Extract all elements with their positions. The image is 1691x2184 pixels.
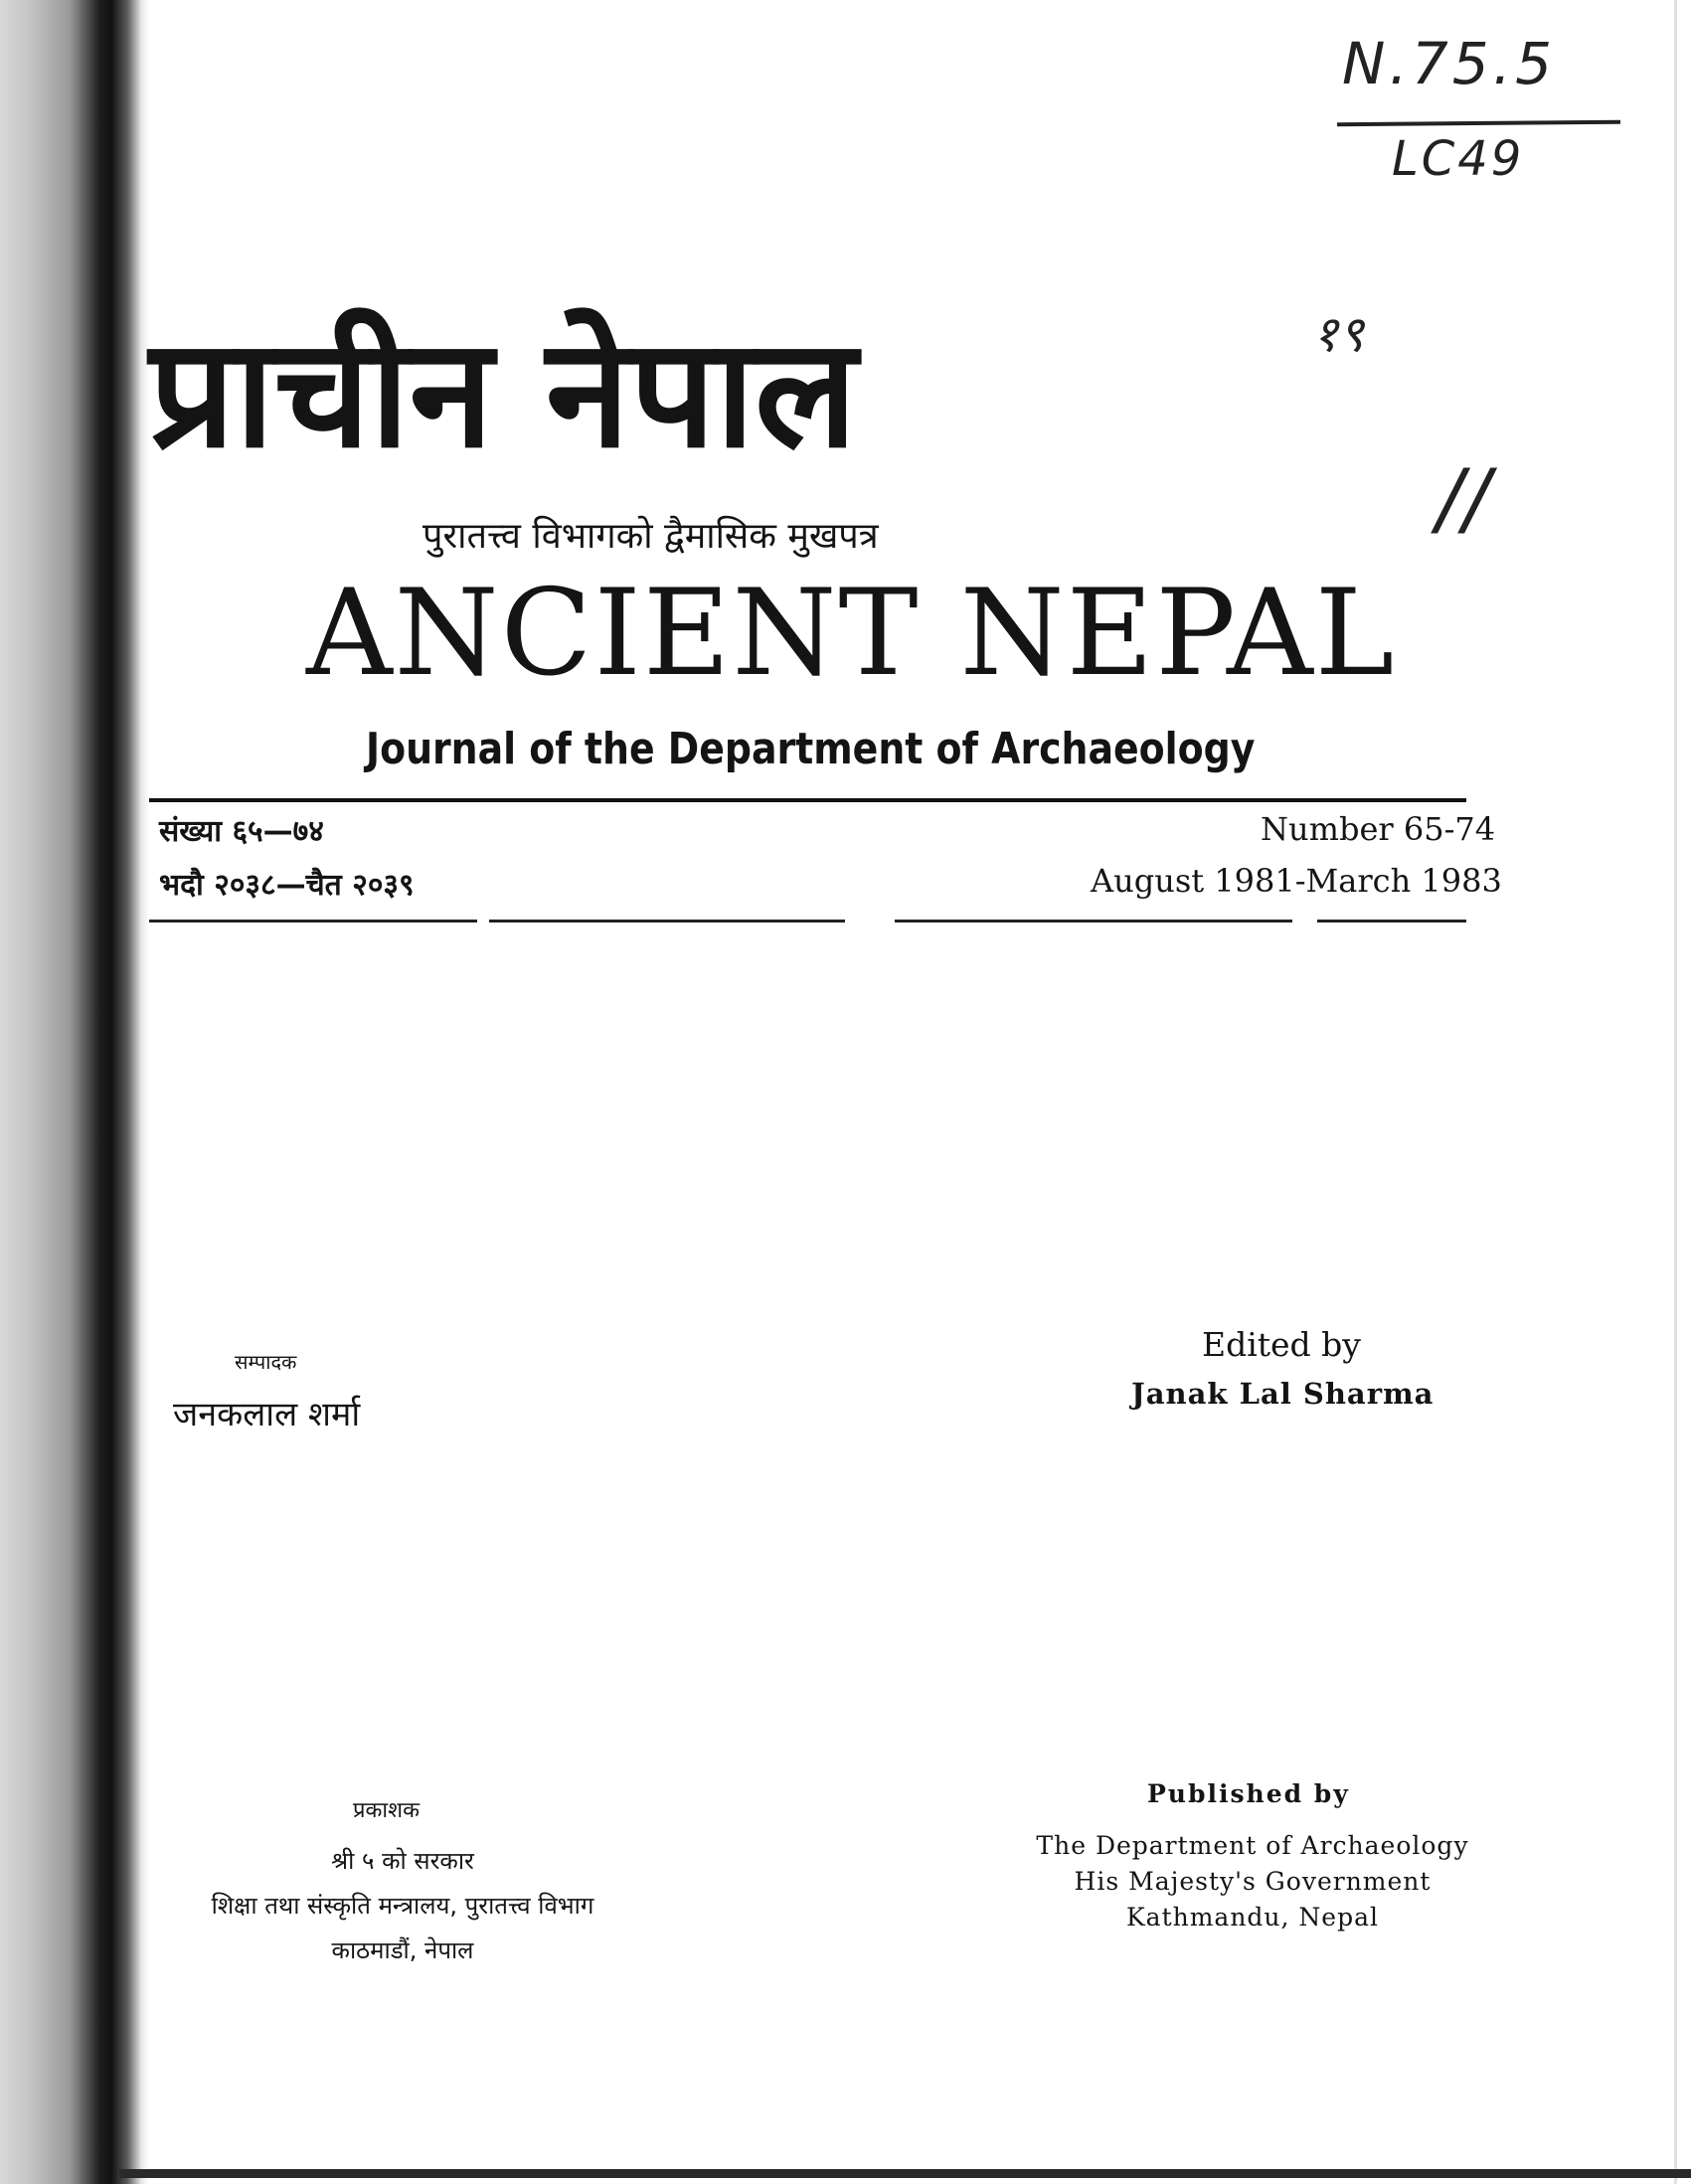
binding-shadow <box>0 0 149 2184</box>
title-english: ANCIENT NEPAL <box>306 565 1397 703</box>
editor-name-english: Janak Lal Sharma <box>1131 1377 1435 1411</box>
title-devanagari: प्राचीन नेपाल <box>149 305 858 481</box>
publisher-line-devanagari: श्री ५ को सरकार <box>331 1847 474 1875</box>
issue-date-devanagari: भदौ २०३८—चैत २०३९ <box>159 868 415 903</box>
page-edge <box>1674 0 1677 2184</box>
publisher-line-english: His Majesty's Government <box>1074 1867 1432 1896</box>
editor-label-devanagari: सम्पादक <box>235 1350 297 1374</box>
subtitle-devanagari: पुरातत्त्व विभागको द्वैमासिक मुखपत्र <box>423 516 879 557</box>
handwritten-tick: // <box>1437 452 1490 545</box>
publisher-label-devanagari: प्रकाशक <box>353 1798 420 1823</box>
publisher-label-english: Published by <box>1147 1779 1350 1808</box>
publisher-line-english: Kathmandu, Nepal <box>1125 1903 1379 1932</box>
issue-date-english: August 1981-March 1983 <box>1091 862 1502 900</box>
issue-number-devanagari: संख्या ६५—७४ <box>159 814 324 849</box>
rule-top <box>149 798 1466 802</box>
subtitle-english: Journal of the Department of Archaeology <box>366 724 1256 774</box>
bottom-scan-band <box>119 2169 1691 2178</box>
handwritten-mark: १९ <box>1312 305 1364 363</box>
editor-label-english: Edited by <box>1202 1325 1361 1364</box>
rule-bottom <box>149 920 1466 923</box>
handwritten-call-number: N.75.5 <box>1342 30 1556 97</box>
handwritten-underline <box>1337 120 1620 126</box>
handwritten-call-number-2: LC49 <box>1392 131 1525 187</box>
publisher-line-devanagari: शिक्षा तथा संस्कृति मन्त्रालय, पुरातत्त्व विभाग <box>211 1892 594 1920</box>
publisher-line-english: The Department of Archaeology <box>1036 1831 1469 1860</box>
publisher-line-devanagari: काठमाडौं, नेपाल <box>331 1936 474 1964</box>
editor-name-devanagari: जनकलाल शर्मा <box>173 1395 361 1434</box>
issue-number-english: Number 65-74 <box>1261 810 1496 848</box>
